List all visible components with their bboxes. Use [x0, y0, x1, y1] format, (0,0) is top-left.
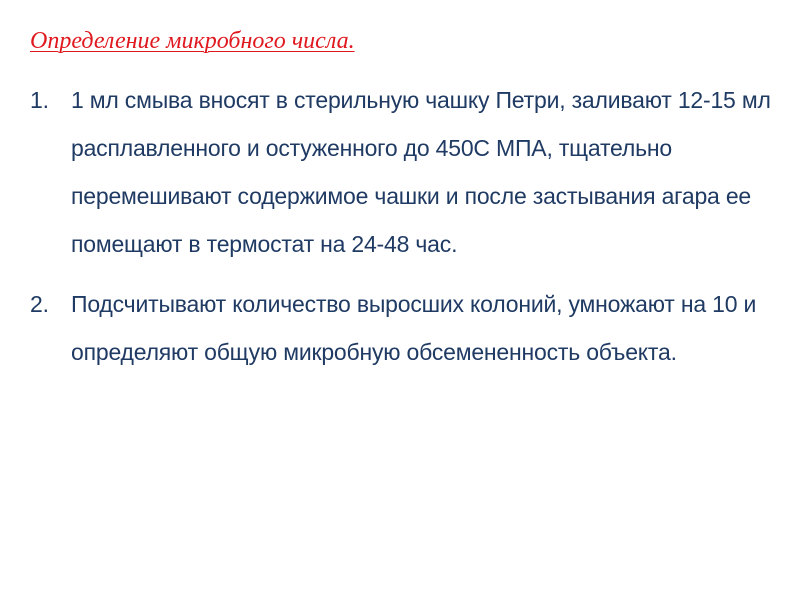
list-item-number: 1.: [30, 87, 49, 113]
list-item: [30, 76, 775, 268]
slide-title: Определение микробного числа.: [30, 28, 355, 54]
numbered-list: [30, 76, 775, 376]
list-item-number: 2.: [30, 291, 49, 317]
list-item: [30, 280, 775, 376]
list-item-text: 1 мл смыва вносят в стерильную чашку Петри, заливают 12-15 мл расплавленного и остуженного до 450С МПА, тщательно перемешивают содержимое чашки и после застывания агара ее помещают в термостат на 24-48 час.: [71, 87, 771, 257]
list-item-text: Подсчитывают количество выросших колоний, умножают на 10 и определяют общую микробную обсемененность объекта.: [71, 291, 757, 365]
